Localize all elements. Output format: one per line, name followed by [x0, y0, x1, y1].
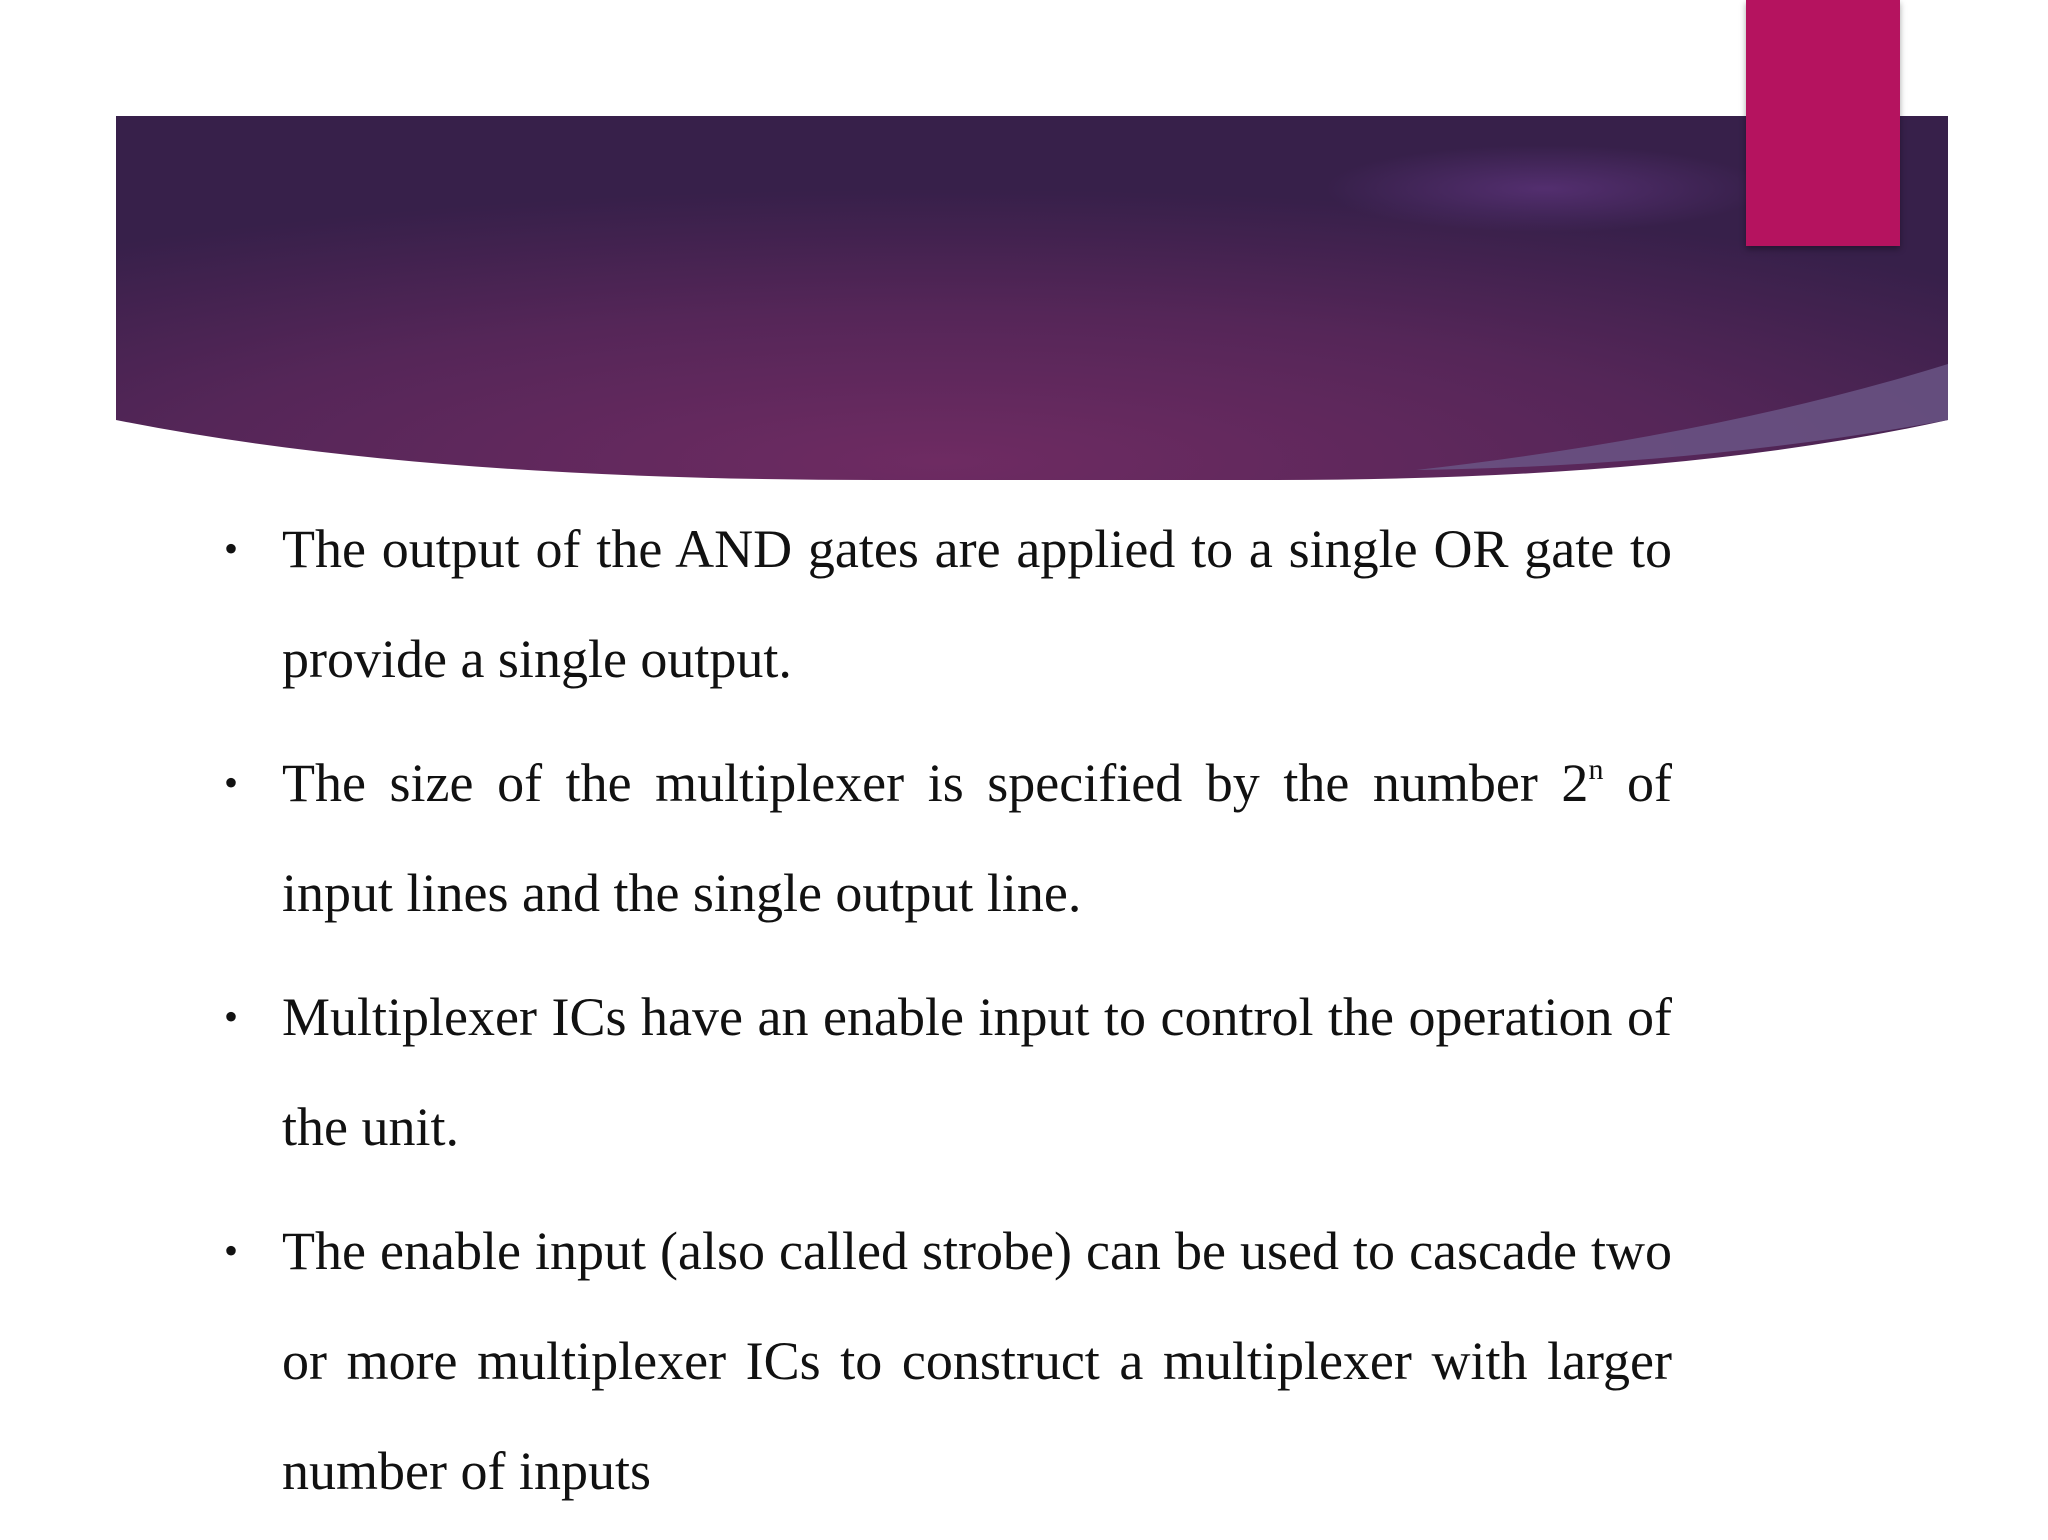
bullet-list: [216, 494, 1672, 1526]
bullet-item: [216, 962, 1672, 1182]
bullet-text: The enable input (also called strobe) can be used to cascade two or more multiplexer ICs to construct a multiplexer with larger number of inputs: [282, 1221, 1672, 1501]
bullet-dot-icon: •: [224, 1228, 239, 1273]
bullet-text-continued: of input lines and the single output line.: [282, 753, 1672, 923]
bullet-text: Multiplexer ICs have an enable input to control the operation of the unit.: [282, 987, 1672, 1157]
slide-content: [216, 494, 1672, 1540]
bullet-dot-icon: •: [224, 994, 239, 1039]
bullet-text: The size of the multiplexer is specified by the number 2: [282, 753, 1589, 813]
header-banner: [116, 116, 1948, 480]
bullet-dot-icon: •: [224, 760, 239, 805]
bullet-item: [216, 494, 1672, 714]
bullet-dot-icon: •: [224, 526, 239, 571]
bullet-item: [216, 1196, 1672, 1526]
bullet-item: [216, 728, 1672, 948]
bullet-text: The output of the AND gates are applied to a single OR gate to provide a single output.: [282, 519, 1672, 689]
accent-tab: [1746, 0, 1900, 246]
superscript-n: n: [1588, 753, 1604, 786]
